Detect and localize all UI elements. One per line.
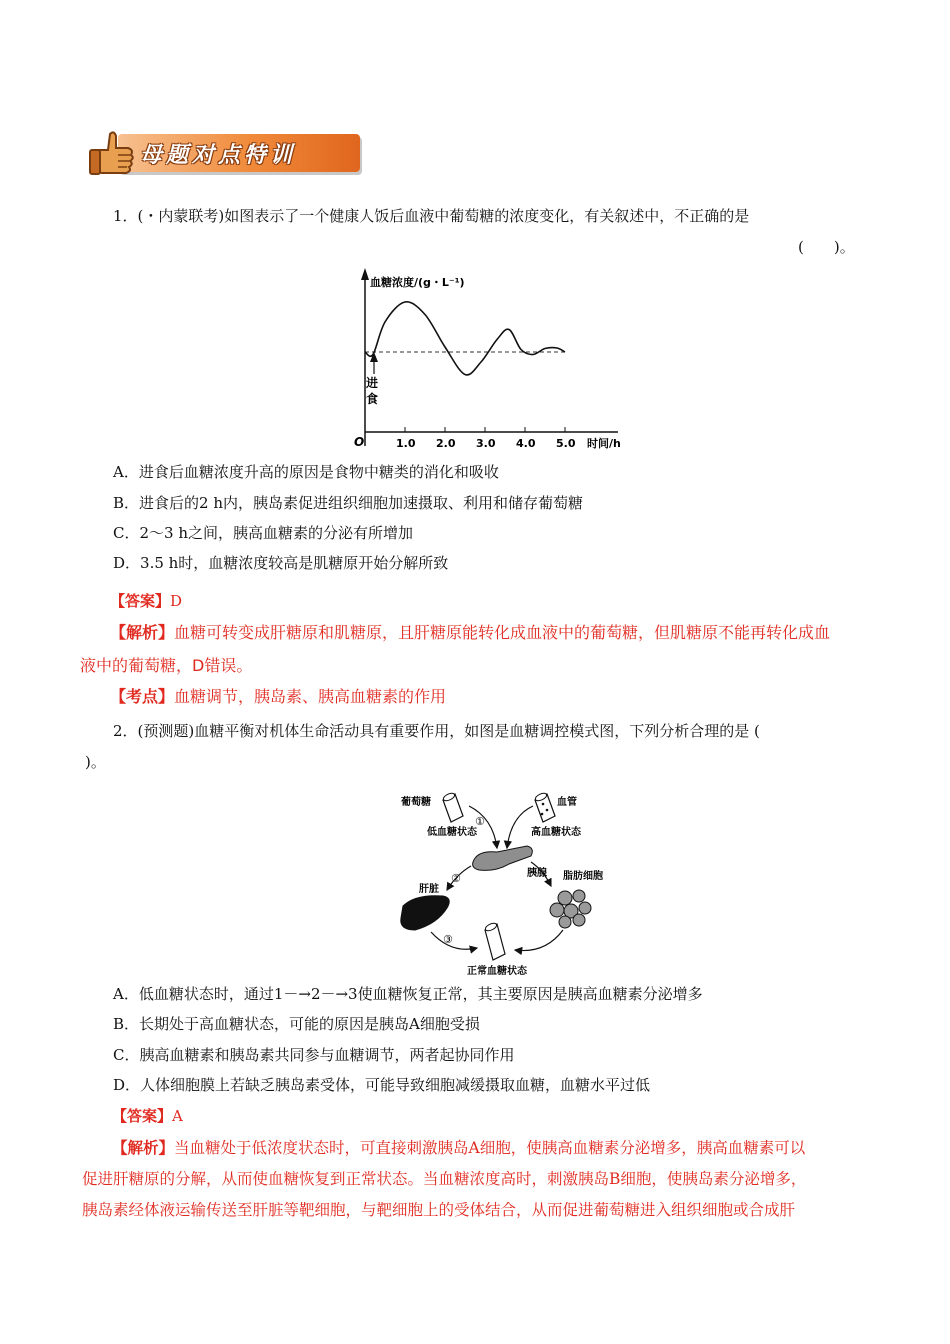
q1-option-c: C．2～3 h之间，胰高血糖素的分泌有所增加 bbox=[113, 524, 413, 542]
q1-analysis-text1: 血糖可转变成肝糖原和肌糖原，且肝糖原能转化成血液中的葡萄糖，但肌糖原不能再转化成血 bbox=[174, 623, 831, 642]
q2-answer-label: 【答案】 bbox=[112, 1107, 173, 1125]
x-tick-label: 1.0 bbox=[396, 437, 416, 450]
fat-cells-icon bbox=[550, 890, 591, 928]
q1-option-d: D．3.5 h时，血糖浓度较高是肌糖原开始分解所致 bbox=[113, 554, 449, 572]
q2-stem-line2: )。 bbox=[85, 753, 106, 771]
high-vessel-icon bbox=[534, 792, 555, 822]
label-high: 高血糖状态 bbox=[531, 827, 581, 838]
annotation-label-2: 食 bbox=[366, 392, 379, 406]
label-pancreas: 胰腺 bbox=[527, 868, 547, 879]
q1-analysis-line1 bbox=[110, 622, 830, 644]
x-axis-label: 时间/h bbox=[587, 437, 621, 450]
q2-analysis-line3: 胰岛素经体液运输传送至肝脏等靶细胞，与靶细胞上的受体结合，从而促进葡萄糖进入组织细胞或合成肝 bbox=[82, 1201, 796, 1219]
low-vessel-icon bbox=[442, 792, 463, 822]
q2-analysis-line1 bbox=[112, 1137, 805, 1159]
series-line bbox=[365, 302, 565, 375]
normal-vessel-icon bbox=[484, 922, 505, 960]
q2-option-b: B．长期处于高血糖状态，可能的原因是胰岛A细胞受损 bbox=[113, 1015, 480, 1033]
thumbs-up-hand-icon bbox=[88, 128, 136, 178]
annotation-label: 进 bbox=[366, 376, 379, 390]
q1-point-text: 血糖调节，胰岛素、胰高血糖素的作用 bbox=[174, 687, 447, 706]
q2-option-d: D．人体细胞膜上若缺乏胰岛素受体，可能导致细胞减缓摄取血糖，血糖水平过低 bbox=[113, 1076, 651, 1094]
q2-answer bbox=[112, 1105, 183, 1127]
q1-answer bbox=[110, 590, 182, 612]
label-glucose: 葡萄糖 bbox=[401, 797, 431, 808]
q1-answer-value: D bbox=[170, 592, 183, 610]
y-axis-arrow bbox=[361, 268, 369, 280]
q1-analysis-text2: 液中的葡萄糖，D错误。 bbox=[80, 656, 253, 675]
q1-point bbox=[110, 686, 446, 708]
q1-analysis-line2 bbox=[80, 655, 252, 677]
glucose-regulation-diagram bbox=[385, 786, 615, 981]
label-normal: 正常血糖状态 bbox=[467, 966, 527, 977]
q1-option-b: B．进食后的2 h内，胰岛素促进组织细胞加速摄取、利用和储存葡萄糖 bbox=[113, 494, 583, 512]
q2-option-c: C．胰高血糖素和胰岛素共同参与血糖调节，两者起协同作用 bbox=[113, 1046, 515, 1064]
section-banner bbox=[88, 128, 360, 178]
x-tick-label: 2.0 bbox=[436, 437, 456, 450]
x-tick-label: 3.0 bbox=[476, 437, 496, 450]
label-fat: 脂肪细胞 bbox=[563, 871, 603, 882]
q1-point-label: 【考点】 bbox=[110, 687, 175, 706]
q2-option-a: A．低血糖状态时，通过1－→2－→3使血糖恢复正常，其主要原因是胰高血糖素分泌增多 bbox=[113, 985, 703, 1003]
pancreas-icon bbox=[473, 846, 533, 870]
q1-option-a: A．进食后血糖浓度升高的原因是食物中糖类的消化和吸收 bbox=[113, 463, 499, 481]
label-n1: ① bbox=[475, 815, 485, 828]
q2-analysis-line2: 促进肝糖原的分解，从而使血糖恢复到正常状态。当血糖浓度高时，刺激胰岛B细胞，使胰岛素分泌增多， bbox=[82, 1170, 807, 1188]
q2-stem-line1: 2．(预测题)血糖平衡对机体生命活动具有重要作用，如图是血糖调控模式图，下列分析合理的是 ( bbox=[113, 722, 760, 740]
liver-icon bbox=[401, 896, 449, 930]
label-n3: ③ bbox=[443, 933, 453, 946]
q2-analysis-text1: 当血糖处于低浓度状态时，可直接刺激胰岛A细胞，使胰高血糖素分泌增多，胰高血糖素可以 bbox=[174, 1139, 806, 1157]
q2-answer-value: A bbox=[172, 1107, 183, 1125]
x-tick-label: 5.0 bbox=[556, 437, 576, 450]
q1-stem: 1．(・内蒙联考)如图表示了一个健康人饭后血液中葡萄糖的浓度变化，有关叙述中，不正确的是 bbox=[113, 207, 750, 225]
label-vessel: 血管 bbox=[557, 797, 577, 808]
q1-blank: ( )。 bbox=[798, 238, 855, 256]
q2-analysis-label: 【解析】 bbox=[112, 1139, 175, 1157]
origin-label: O bbox=[354, 435, 365, 449]
y-axis-label: 血糖浓度/(g・L⁻¹) bbox=[370, 276, 465, 289]
q1-answer-label: 【答案】 bbox=[110, 592, 171, 610]
banner-title: 母题对点特训 bbox=[140, 142, 297, 168]
label-n2: ② bbox=[451, 872, 461, 885]
label-liver: 肝脏 bbox=[419, 884, 439, 895]
q1-analysis-label: 【解析】 bbox=[110, 623, 175, 642]
x-tick-label: 4.0 bbox=[516, 437, 536, 450]
label-low: 低血糖状态 bbox=[427, 827, 477, 838]
blood-glucose-chart bbox=[350, 266, 630, 456]
